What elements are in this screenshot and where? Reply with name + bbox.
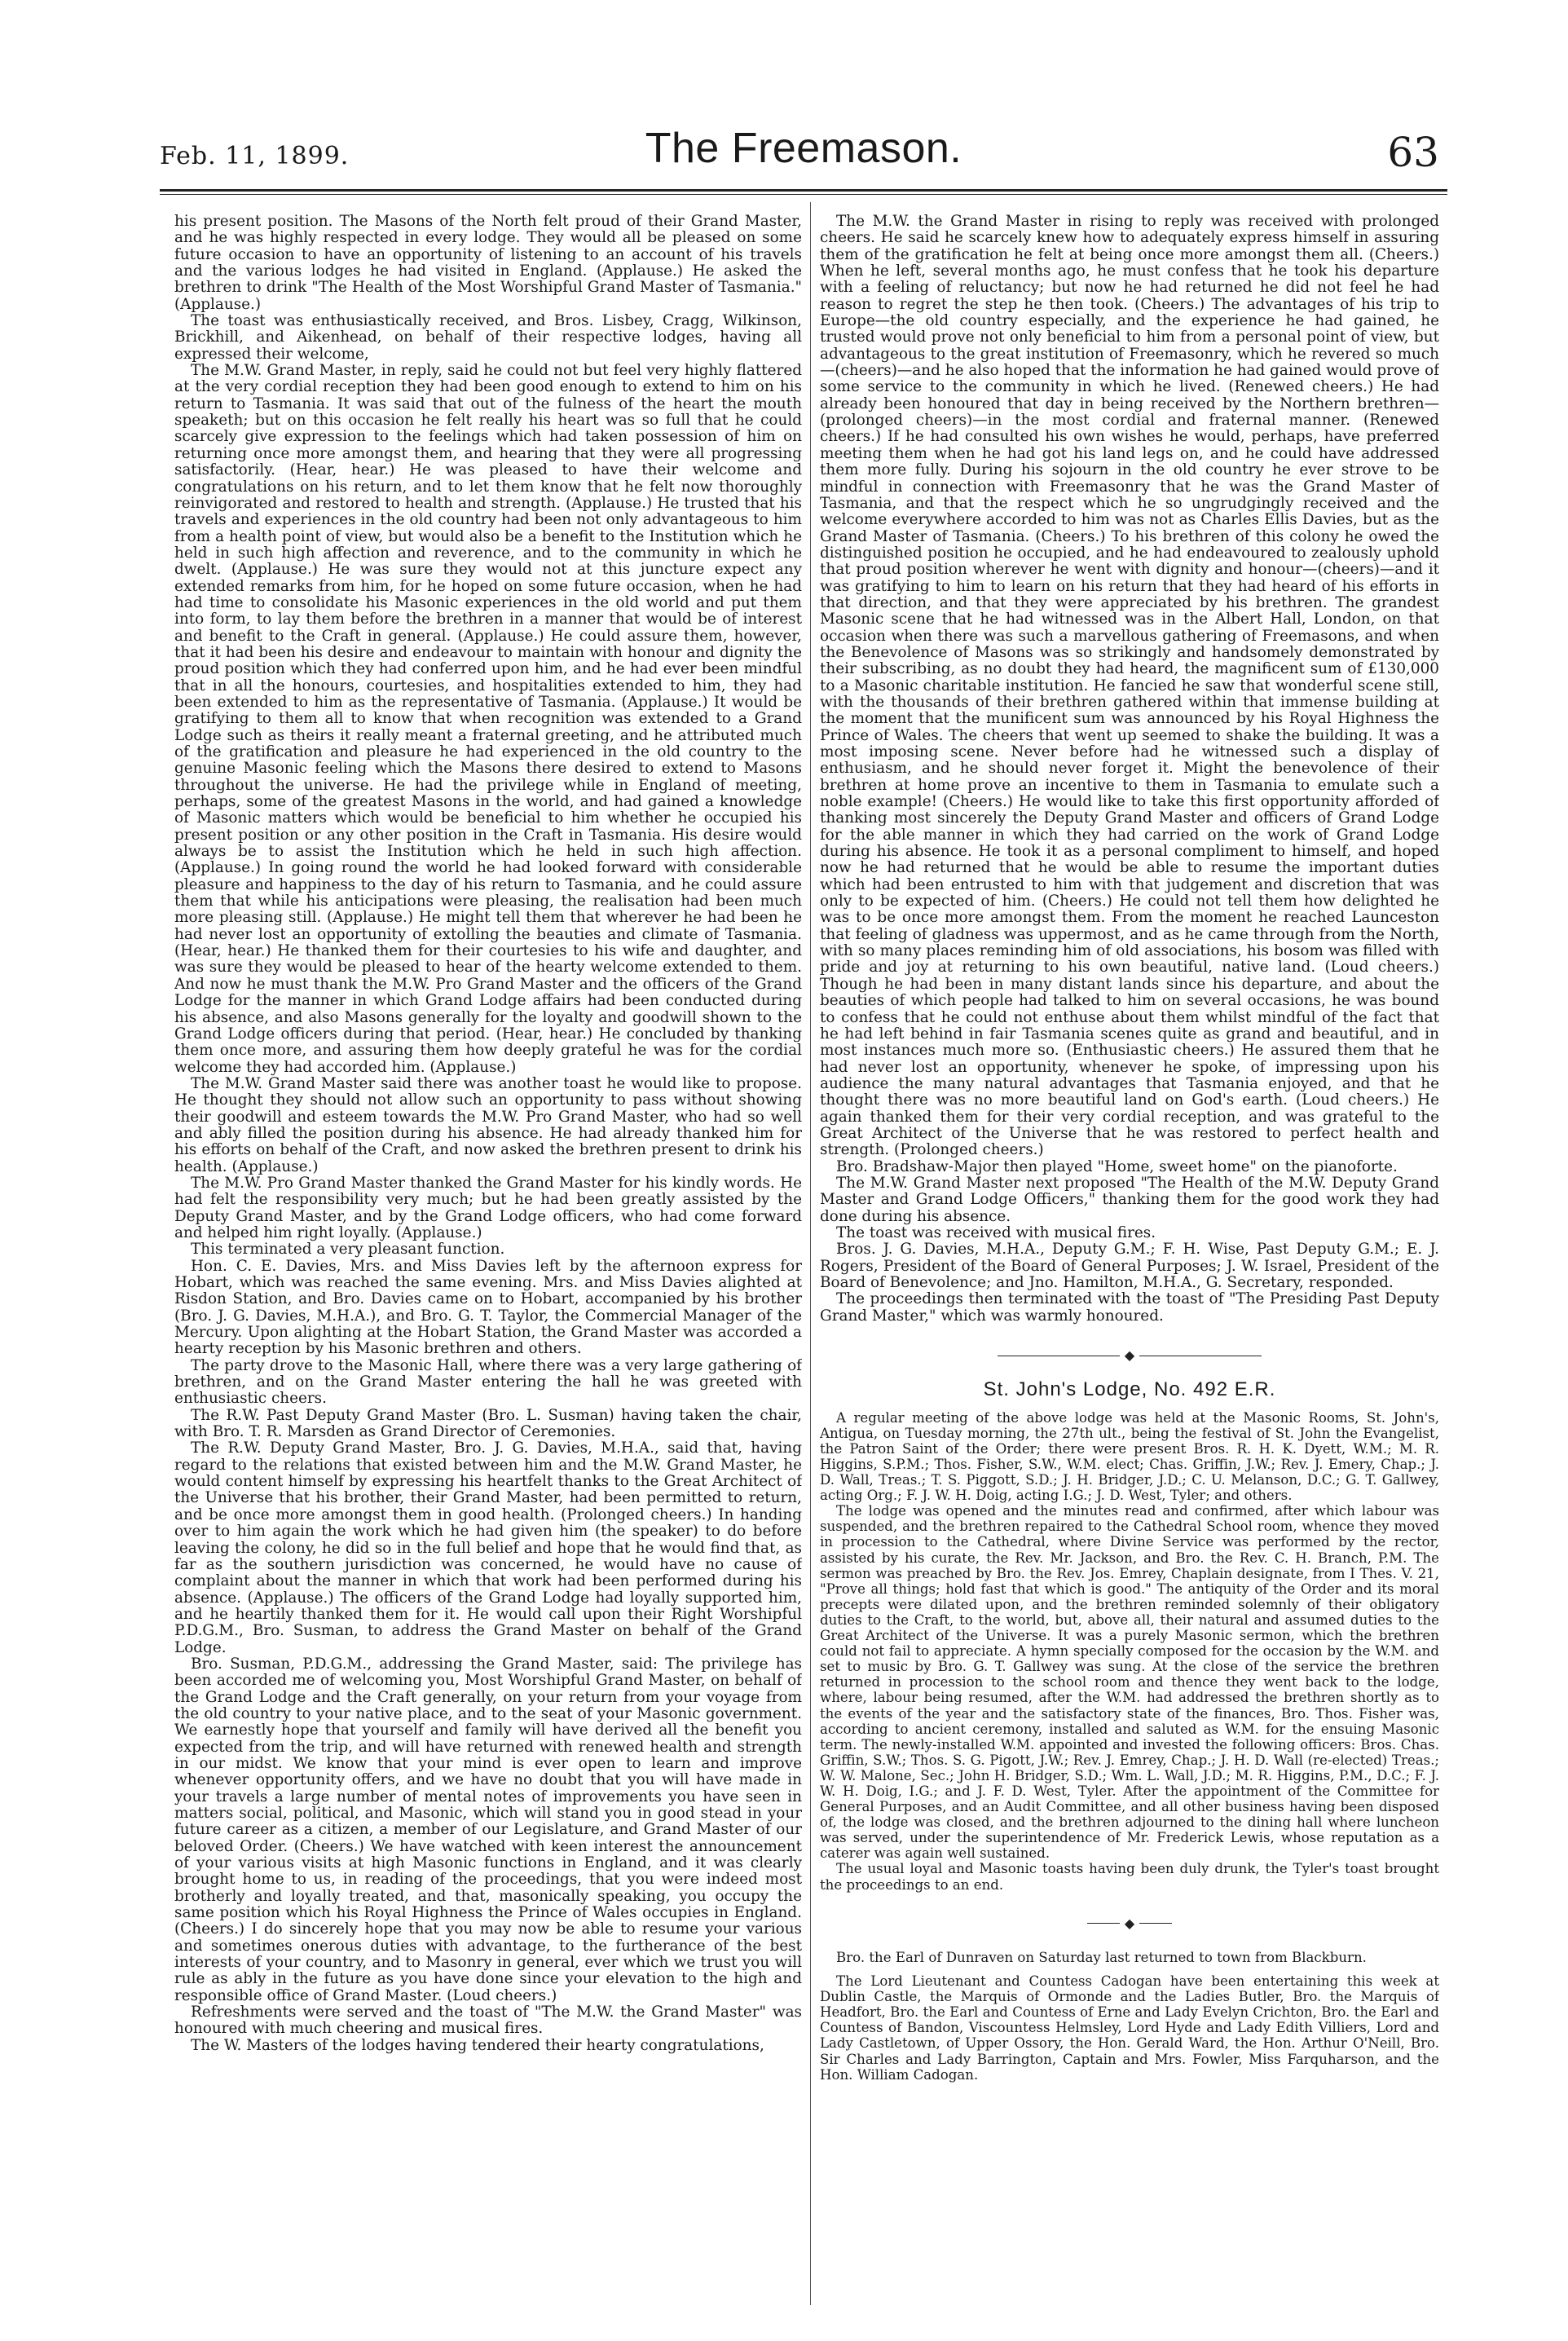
- masthead-rule: [160, 189, 1447, 192]
- news-note: Bro. the Earl of Dunraven on Saturday last returned to town from Blackburn.: [836, 1949, 1367, 1965]
- article-paragraph: The M.W. Grand Master next proposed "The Health of the M.W. Deputy Grand Master and Grand Lodge Officers," thanking them for the good work they had done during his absence.: [820, 1174, 1439, 1225]
- issue-date: Feb. 11, 1899.: [160, 142, 350, 170]
- article-paragraph: The M.W. Grand Master said there was another toast he would like to propose. He thought they should not allow such an opportunity to pass without showing their goodwill and esteem towards the M.W. Pro Grand Master, who had so well and ably filled the position during his absence. He had already thanked him for his efforts on behalf of the Craft, and now asked the brethren present to drink his health. (Applause.): [174, 1074, 802, 1175]
- article-paragraph: Bro. Susman, P.D.G.M., addressing the Grand Master, said: The privilege has been accorded me of welcoming you, Most Worshipful Grand Master, on behalf of the Grand Lodge and the Craft generally, on your return from your voyage from the old country to your native place, and to the seat of your Masonic government. We earnestly hope that yourself and family will have derived all the benefit you expected from the trip, and will have returned with renewed health and strength in our midst. We know that your mind is ever open to learn and improve whenever opportunity offers, and we have no doubt that you will have made in your travels a large number of mental notes of improvements you have seen in matters social, political, and Masonic, which will stand you in good stead in your future career as a citizen, a member of our Legislature, and Grand Master of our beloved Order. (Cheers.) We have watched with keen interest the announcement of your various visits at high Masonic functions in England, and it was clearly brought home to us, in reading of the proceedings, that you were indeed most brotherly and loyally treated, and that, masonically speaking, you occupy the same position which his Royal Highness the Prince of Wales occupies in England. (Cheers.) I do sincerely hope that you may now be able to resume your various and sometimes onerous duties with advantage, to the furtherance of the best interests of your country, and to Masonry in general, ever which we trust you will rule as ably in the future as you have done since your elevation to the high and responsible office of Grand Master. (Loud cheers.): [174, 1655, 802, 2004]
- news-note: The Lord Lieutenant and Countess Cadogan have been entertaining this week at Dublin Castle, the Marquis of Ormonde and the Ladies Butler, Bro. the Marquis of Headfort, Bro. the Earl and Countess of Erne and Lady Evelyn Crichton, Bro. the Earl and Countess of Bandon, Viscountess Helmsley, Lord Hyde and Lady Edith Villiers, Lord and Lady Castletown, of Upper Ossory, the Hon. Gerald Ward, the Hon. Arthur O'Neill, Bro. Sir Charles and Lady Barrington, Captain and Mrs. Fowler, Miss Farquharson, and the Hon. William Cadogan.: [820, 1973, 1439, 2083]
- article-paragraph: The M.W. Grand Master, in reply, said he could not but feel very highly flattered at the very cordial reception they had been good enough to extend to him on his return to Tasmania. It was said that out of the fulness of the heart the mouth speaketh; but on this occasion he felt really his heart was so full that he could scarcely give expression to the feelings which had taken possession of him on returning once more amongst them, and hearing that they were all progressing satisfactorily. (Hear, hear.) He was pleased to have their welcome and congratulations on his return, and to let them know that he felt now thoroughly reinvigorated and restored to health and strength. (Applause.) He trusted that his travels and experiences in the old country had been not only advantageous to him from a health point of view, but would also be a benefit to the Institution which he held in such high affection and reverence, and to the community in which he dwelt. (Applause.) He was sure they would not at this juncture expect any extended remarks from him, for he hoped on some future occasion, when he had had time to consolidate his Masonic experiences in the old world and put them into form, to lay them before the brethren in a manner that would be of interest and benefit to the Craft in general. (Applause.) He could assure them, however, that it had been his desire and endeavour to maintain with honour and dignity the proud position which they had conferred upon him, and he had ever been mindful that in all the honours, courtesies, and hospitalities extended to him, they had been extended to him as the representative of Tasmania. (Applause.) It would be gratifying to them all to know that when recognition was extended to a Grand Lodge such as theirs it really meant a fraternal greeting, and he attributed much of the gratification and pleasure he had experienced in the old country to the genuine Masonic feeling which the Masons there desired to extend to Masons throughout the universe. He had the privilege while in England of meeting, perhaps, some of the greatest Masons in the world, and had gained a knowledge of Masonic matters which would be beneficial to him whether he occupied his present position or any other position in the Craft in Tasmania. His desire would always be to assist the Institution which he held in such high affection. (Applause.) In going round the world he had looked forward with considerable pleasure and happiness to the day of his return to Tasmania, and he could assure them that while his anticipations were pleasing, the realisation had been much more pleasing still. (Applause.) He might tell them that wherever he had been he had never lost an opportunity of extolling the beauties and climate of Tasmania. (Hear, hear.) He thanked them for their courtesies to his wife and daughter, and was sure they would be pleased to hear of the hearty welcome extended to them. And now he must thank the M.W. Pro Grand Master and the officers of the Grand Lodge for the manner in which Grand Lodge affairs had been conducted during his absence, and also Masons generally for the loyalty and goodwill shown to the Grand Lodge officers during that period. (Hear, hear.) He concluded by thanking them once more, and assuring them how deeply grateful he was for the cordial welcome they had accorded him. (Applause.): [174, 362, 802, 1076]
- notes-ornament: ◆: [820, 1916, 1439, 1932]
- right-column: [820, 214, 1439, 2317]
- article-paragraph: Hon. C. E. Davies, Mrs. and Miss Davies left by the afternoon express for Hobart, which was reached the same evening. Mrs. and Miss Davies alighted at Risdon Station, and Bro. Davies came on to Hobart, accompanied by his brother (Bro. J. G. Davies, M.H.A.), and Bro. G. T. Taylor, the Commercial Manager of the Mercury. Upon alighting at the Hobart Station, the Grand Master was accorded a hearty reception by his Masonic brethren and others.: [174, 1257, 802, 1358]
- article-paragraph: The R.W. Past Deputy Grand Master (Bro. L. Susman) having taken the chair, with Bro. T. R. Marsden as Grand Director of Ceremonies.: [174, 1406, 802, 1441]
- article-paragraph: Refreshments were served and the toast of "The M.W. the Grand Master" was honoured with much cheering and musical fires.: [174, 2004, 802, 2038]
- page-number: 63: [1387, 129, 1439, 176]
- masthead: [160, 121, 1447, 186]
- article-paragraph: The toast was enthusiastically received, and Bros. Lisbey, Cragg, Wilkinson, Brickhill, and Aikenhead, on behalf of their respective lodges, having all expressed their welcome,: [174, 312, 802, 363]
- article-paragraph: The R.W. Deputy Grand Master, Bro. J. G. Davies, M.H.A., said that, having regard to the relations that existed between him and the M.W. Grand Master, he would content himself by expressing his heartfelt thanks to the Great Architect of the Universe that his brother, their Grand Master, had been permitted to return, and be once more amongst them in good health. (Prolonged cheers.) In handing over to him again the work which he had given him (the speaker) to do before leaving the colony, he did so in the full belief and hope that he would find that, as far as the southern jurisdiction was concerned, he would have no cause of complaint about the manner in which that work had been performed during his absence. (Applause.) The officers of the Grand Lodge had loyally supported him, and he heartily thanked them for it. He would call upon their Right Worshipful P.D.G.M., Bro. Susman, to address the Grand Master on behalf of the Grand Lodge.: [174, 1439, 802, 1656]
- section-ornament: ◆: [820, 1347, 1439, 1364]
- article-paragraph: The proceedings then terminated with the toast of "The Presiding Past Deputy Grand Master," which was warmly honoured.: [820, 1290, 1439, 1325]
- lodge-report: [820, 1410, 1439, 1893]
- masthead-rule-thin: [160, 194, 1447, 195]
- lodge-paragraph: The lodge was opened and the minutes read and confirmed, after which labour was suspended, and the brethren repaired to the Cathedral School room, whence they moved in procession to the Cathedral, where Divine Service was performed by the rector, assisted by his curate, the Rev. Mr. Jackson, and Bro. the Rev. C. H. Branch, P.M. The sermon was preached by Bro. the Rev. Jos. Emrey, Chaplain designate, from I Thes. V. 21, "Prove all things; hold fast that which is good." The antiquity of the Order and its moral precepts were dilated upon, and the brethren reminded solemnly of their obligatory duties to the Craft, to the world, but, above all, their natural and assumed duties to the Great Architect of the Universe. It was a purely Masonic sermon, which the brethren could not fail to appreciate. A hymn specially composed for the occasion by the W.M. and set to music by Bro. G. T. Gallwey was sung. At the close of the service the brethren returned in procession to the school room and thence they went back to the lodge, where, labour being resumed, after the W.M. had addressed the brethren shortly as to the events of the year and the satisfactory state of the finances, Bro. Thos. Fisher was, according to ancient ceremony, installed and saluted as W.M. for the ensuing Masonic term. The newly-installed W.M. appointed and invested the following officers: Bros. Chas. Griffin, S.W.; Thos. S. G. Pigott, J.W.; Rev. J. Emrey, Chap.; J. H. D. Wall (re-elected) Treas.; W. W. Malone, Sec.; John H. Bridger, S.D.; Wm. L. Wall, J.D.; M. R. Higgins, P.M., D.C.; F. J. W. H. Doig, I.G.; and J. F. D. West, Tyler. After the appointment of the Committee for General Purposes, and an Audit Committee, and all other business having been disposed of, the lodge was closed, and the brethren adjourned to the dining hall where luncheon was served, under the superintendence of Mr. Frederick Lewis, whose reputation as a caterer was again well sustained.: [820, 1503, 1439, 1862]
- article-paragraph: The M.W. Pro Grand Master thanked the Grand Master for his kindly words. He had felt the responsibility very much; but he had been greatly assisted by the Deputy Grand Master, and by the Grand Lodge officers, who had come forward and helped him right loyally. (Applause.): [174, 1174, 802, 1241]
- article-paragraph: his present position. The Masons of the North felt proud of their Grand Master, and he was highly respected in every lodge. They would all be pleased on some future occasion to have an opportunity of listening to an account of his travels and the various lodges he had visited in England. (Applause.) He asked the brethren to drink "The Health of the Most Worshipful Grand Master of Tasmania." (Applause.): [174, 214, 802, 313]
- article-paragraph: The toast was received with musical fires.: [836, 1223, 1156, 1241]
- article-paragraph: Bros. J. G. Davies, M.H.A., Deputy G.M.; F. H. Wise, Past Deputy G.M.; E. J. Rogers, President of the Board of General Purposes; J. W. Israel, President of the Board of Benevolence; and Jno. Hamilton, M.H.A., G. Secretary, responded.: [820, 1241, 1439, 1291]
- article-paragraph: This terminated a very pleasant function.: [191, 1241, 505, 1259]
- left-column: [174, 214, 802, 2300]
- article-paragraph: Bro. Bradshaw-Major then played "Home, sweet home" on the pianoforte.: [836, 1157, 1398, 1175]
- lodge-paragraph: A regular meeting of the above lodge was held at the Masonic Rooms, St. John's, Antigua, on Tuesday morning, the 27th ult., being the festival of St. John the Evangelist, the Patron Saint of the Order; there were present Bros. R. H. K. Dyett, W.M.; M. R. Higgins, S.P.M.; Thos. Fisher, S.W., W.M. elect; Chas. Griffin, J.W.; Rev. J. Emery, Chap.; J. D. Wall, Treas.; T. S. Piggott, S.D.; J. H. Bridger, J.D.; C. U. Melanson, D.C.; G. T. Gallwey, acting Org.; F. J. W. H. Doig, acting I.G.; J. D. West, Tyler; and others.: [820, 1409, 1439, 1504]
- news-notes: [820, 1950, 1439, 2083]
- article-paragraph: The party drove to the Masonic Hall, where there was a very large gathering of brethren, and on the Grand Master entering the hall he was greeted with enthusiastic cheers.: [174, 1356, 802, 1408]
- lodge-paragraph: The usual loyal and Masonic toasts having been duly drunk, the Tyler's toast brought the proceedings to an end.: [820, 1861, 1439, 1893]
- column-divider: [810, 202, 811, 2305]
- lodge-heading: St. John's Lodge, No. 492 E.R.: [983, 1378, 1276, 1401]
- article-paragraph: The M.W. the Grand Master in rising to reply was received with prolonged cheers. He said he scarcely knew how to adequately express himself in assuring them of the gratification he felt at being once more amongst them all. (Cheers.) When he left, several months ago, he must confess that he took his departure with a feeling of reluctancy; but now he had returned he did not feel he had reason to regret the step he then took. (Cheers.) The advantages of his trip to Europe—the old country especially, and the experience he had gained, he trusted would prove not only beneficial to him from a personal point of view, but advantageous to the great institution of Freemasonry, which he revered so much—(cheers)—and he also hoped that the information he had gained would prove of some service to the community in which he lived. (Renewed cheers.) He had already been honoured that day in being received by the Northern brethren—(prolonged cheers)—in the most cordial and fraternal manner. (Renewed cheers.) If he had consulted his own wishes he would, perhaps, have preferred meeting them when he had got his land legs on, and he could have addressed them more fully. During his sojourn in the old country he ever strove to be mindful in connection with Freemasonry that he was the Grand Master of Tasmania, and that the respect which he so ungrudgingly received and the welcome everywhere accorded to him was not as Charles Ellis Davies, but as the Grand Master of Tasmania. (Cheers.) To his brethren of this colony he owed the distinguished position he occupied, and he had endeavoured to zealously uphold that proud position wherever he went with dignity and honour—(cheers)—and it was gratifying to him to learn on his return that they had heard of his efforts in that direction, and that they were appreciated by his brethren. The grandest Masonic scene that he had witnessed was in the Albert Hall, London, on that occasion when there was such a marvellous gathering of Freemasons, and when the Benevolence of Masons was so strikingly and handsomely demonstrated by their subscribing, as no doubt they had heard, the magnificent sum of £130,000 to a Masonic charitable institution. He fancied he saw that wonderful scene still, with the thousands of their brethren gathered within that immense building at the moment that the munificent sum was announced by his Royal Highness the Prince of Wales. The cheers that went up seemed to shake the building. It was a most imposing scene. Never before had he witnessed such a display of enthusiasm, and he should never forget it. Might the benevolence of their brethren at home prove an incentive to them in Tasmania to emulate such a noble example! (Cheers.) He would like to take this first opportunity afforded of thanking most sincerely the Deputy Grand Master and officers of Grand Lodge for the able manner in which they had carried on the work of Grand Lodge during his absence. He took it as a personal compliment to himself, and hoped now he had returned that he would be able to resume the important duties which had been entrusted to him with that judgement and discretion that was only to be expected of him. (Cheers.) He could not tell them how delighted he was to be once more amongst them. From the moment he reached Launceston that feeling of gladness was uppermost, and as he came through from the North, with so many places reminding him of old associations, his bosom was filled with pride and joy at returning to his own beautiful, native land. (Loud cheers.) Though he had been in many distant lands since his departure, and about the beauties of which people had talked to him on several occasions, he was bound to confess that he could not enthuse about them whilst mindful of the fact that he had left behind in fair Tasmania scenes quite as grand and beautiful, and in most instances much more so. (Enthusiastic cheers.) He assured them that he had never lost an opportunity, whenever he spoke, of impressing upon his audience the many natural advantages that Tasmania enjoyed, and that he thought there was no more beautiful land on God's earth. (Loud cheers.) He again thanked them for their very cordial reception, and was grateful to the Great Architect of the Universe that he was restored to perfect health and strength. (Prolonged cheers.): [820, 214, 1439, 1159]
- newspaper-title: The Freemason.: [645, 125, 962, 172]
- article-paragraph: The W. Masters of the lodges having tendered their hearty congratulations,: [191, 2036, 764, 2054]
